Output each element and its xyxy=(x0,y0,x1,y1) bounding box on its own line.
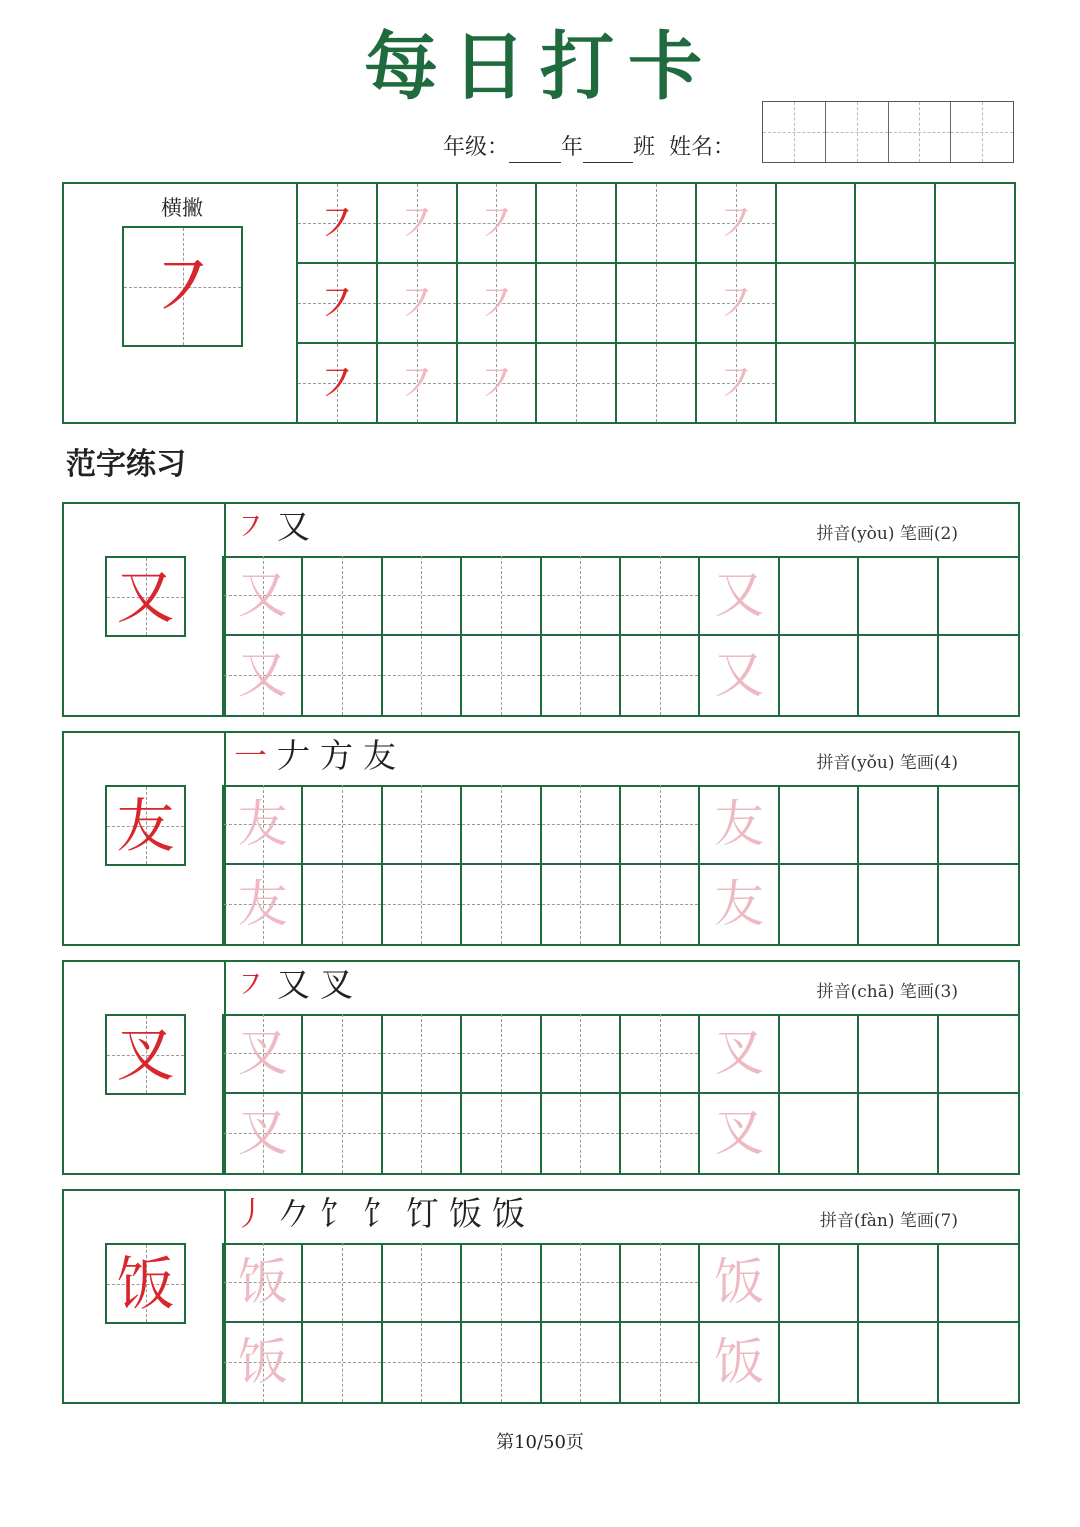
practice-cell[interactable] xyxy=(617,264,697,344)
practice-cell[interactable] xyxy=(378,184,458,264)
character-block xyxy=(62,731,1020,946)
stroke-order-step: 丿 xyxy=(234,1194,267,1233)
practice-cell[interactable] xyxy=(936,344,1016,424)
pinyin-label: 拼音(fàn) xyxy=(819,1211,895,1231)
stroke-order-step: 𠂊 xyxy=(277,1194,310,1233)
practice-cell[interactable] xyxy=(224,1323,303,1403)
practice-cell[interactable] xyxy=(542,1323,621,1403)
pinyin-label: 拼音(yǒu) xyxy=(816,753,895,773)
practice-cell[interactable] xyxy=(224,636,303,716)
model-character: 又 xyxy=(116,562,175,631)
practice-cell[interactable] xyxy=(383,1014,462,1094)
practice-cell[interactable] xyxy=(224,556,303,636)
page-title: 每日打卡 xyxy=(364,24,716,110)
practice-cell[interactable] xyxy=(939,636,1018,716)
trace-character: 饭 xyxy=(714,1252,765,1311)
practice-cell[interactable] xyxy=(777,184,857,264)
stroke-order xyxy=(234,965,353,1004)
model-character: 叉 xyxy=(116,1020,175,1089)
practice-cell[interactable] xyxy=(859,1094,938,1174)
practice-cell[interactable] xyxy=(303,785,382,865)
stroke-trace-glyph: ㇇ xyxy=(393,356,440,410)
practice-cell[interactable] xyxy=(936,184,1016,264)
stroke-trace-glyph: ㇇ xyxy=(712,196,759,250)
character-header xyxy=(224,1191,1018,1245)
stroke-model-box xyxy=(122,226,243,347)
character-practice-grid xyxy=(222,785,1018,944)
model-pane xyxy=(64,733,226,944)
stroke-trace-glyph: ㇇ xyxy=(393,196,440,250)
grade-label: 年级： xyxy=(443,135,510,160)
practice-cell[interactable] xyxy=(697,344,777,424)
practice-cell[interactable] xyxy=(617,184,697,264)
practice-cell[interactable] xyxy=(462,1014,541,1094)
character-header xyxy=(224,962,1018,1016)
trace-character: 友 xyxy=(714,794,765,853)
class-blank[interactable] xyxy=(583,142,633,163)
practice-cell[interactable] xyxy=(303,636,382,716)
trace-character: 叉 xyxy=(237,1023,288,1082)
model-character: 友 xyxy=(116,791,175,860)
practice-cell[interactable] xyxy=(697,184,777,264)
stroke-trace-glyph: ㇇ xyxy=(393,276,440,330)
practice-cell[interactable] xyxy=(303,1243,382,1323)
class-unit: 班 xyxy=(633,135,656,160)
practice-cell[interactable] xyxy=(462,556,541,636)
section-title: 范字练习 xyxy=(66,447,186,482)
practice-cell[interactable] xyxy=(859,636,938,716)
practice-cell[interactable] xyxy=(859,865,938,945)
name-label: 姓名： xyxy=(669,135,736,160)
trace-character: 友 xyxy=(237,794,288,853)
practice-cell[interactable] xyxy=(617,344,697,424)
stroke-count-label: 笔画(2) xyxy=(899,524,958,544)
practice-cell[interactable] xyxy=(378,264,458,344)
stroke-order xyxy=(234,1194,525,1233)
trace-character: 又 xyxy=(237,565,288,624)
practice-cell[interactable] xyxy=(700,1243,779,1323)
stroke-count-label: 笔画(3) xyxy=(899,982,958,1002)
model-character-box xyxy=(105,1014,186,1095)
practice-cell[interactable] xyxy=(383,1243,462,1323)
practice-cell[interactable] xyxy=(939,556,1018,636)
practice-cell[interactable] xyxy=(224,1014,303,1094)
practice-cell[interactable] xyxy=(780,556,859,636)
practice-cell[interactable] xyxy=(621,556,700,636)
practice-cell[interactable] xyxy=(859,1323,938,1403)
practice-cell[interactable] xyxy=(462,1323,541,1403)
stroke-order-step: 方 xyxy=(320,736,353,775)
practice-cell[interactable] xyxy=(537,344,617,424)
practice-cell[interactable] xyxy=(542,1094,621,1174)
practice-cell[interactable] xyxy=(780,1323,859,1403)
practice-cell[interactable] xyxy=(458,344,538,424)
character-practice-grid xyxy=(222,1014,1018,1173)
stroke-model-glyph: ㇇ xyxy=(313,276,360,330)
trace-character: 友 xyxy=(237,875,288,934)
character-block xyxy=(62,960,1020,1175)
practice-cell[interactable] xyxy=(462,636,541,716)
stroke-order-step: 一 xyxy=(234,736,267,775)
practice-cell[interactable] xyxy=(303,1094,382,1174)
practice-cell[interactable] xyxy=(378,344,458,424)
practice-cell[interactable] xyxy=(303,865,382,945)
practice-cell[interactable] xyxy=(383,636,462,716)
practice-cell[interactable] xyxy=(700,865,779,945)
character-practice-grid xyxy=(222,1243,1018,1402)
stroke-order-step: 饭 xyxy=(492,1194,525,1233)
practice-cell[interactable] xyxy=(777,344,857,424)
character-header xyxy=(224,504,1018,558)
stroke-model-glyph: ㇇ xyxy=(313,356,360,410)
practice-cell[interactable] xyxy=(462,1094,541,1174)
stroke-order-step: 叉 xyxy=(320,965,353,1004)
trace-character: 饭 xyxy=(237,1333,288,1392)
practice-cell[interactable] xyxy=(383,556,462,636)
practice-cell[interactable] xyxy=(298,344,378,424)
practice-cell[interactable] xyxy=(542,785,621,865)
practice-cell[interactable] xyxy=(697,264,777,344)
trace-character: 友 xyxy=(714,875,765,934)
trace-character: 饭 xyxy=(237,1252,288,1311)
practice-cell[interactable] xyxy=(537,264,617,344)
practice-cell[interactable] xyxy=(383,865,462,945)
stroke-order-step: 饣 xyxy=(320,1194,353,1233)
character-info xyxy=(816,748,958,773)
practice-cell[interactable] xyxy=(303,556,382,636)
practice-cell[interactable] xyxy=(700,1094,779,1174)
practice-cell[interactable] xyxy=(621,1323,700,1403)
model-character: 饭 xyxy=(116,1249,175,1318)
trace-character: 又 xyxy=(714,646,765,705)
practice-cell[interactable] xyxy=(542,636,621,716)
practice-cell[interactable] xyxy=(542,1243,621,1323)
practice-cell[interactable] xyxy=(224,1094,303,1174)
character-block xyxy=(62,1189,1020,1404)
practice-cell[interactable] xyxy=(462,1243,541,1323)
model-pane xyxy=(64,1191,226,1402)
practice-cell[interactable] xyxy=(462,785,541,865)
character-header xyxy=(224,733,1018,787)
trace-character: 叉 xyxy=(714,1104,765,1163)
practice-cell[interactable] xyxy=(939,865,1018,945)
practice-cell[interactable] xyxy=(458,264,538,344)
year-unit: 年 xyxy=(561,135,584,160)
practice-cell[interactable] xyxy=(859,1243,938,1323)
practice-cell[interactable] xyxy=(859,556,938,636)
practice-cell[interactable] xyxy=(303,1323,382,1403)
practice-cell[interactable] xyxy=(939,1094,1018,1174)
practice-cell[interactable] xyxy=(542,556,621,636)
practice-cell[interactable] xyxy=(780,1094,859,1174)
character-block xyxy=(62,502,1020,717)
practice-cell[interactable] xyxy=(700,556,779,636)
stroke-order xyxy=(234,507,310,546)
trace-character: 叉 xyxy=(714,1023,765,1082)
practice-cell[interactable] xyxy=(777,264,857,344)
stroke-order-step: 友 xyxy=(363,736,396,775)
stroke-order-step: 𠂇 xyxy=(277,736,310,775)
practice-cell[interactable] xyxy=(780,636,859,716)
practice-cell[interactable] xyxy=(939,1323,1018,1403)
practice-cell[interactable] xyxy=(856,184,936,264)
practice-cell[interactable] xyxy=(939,785,1018,865)
trace-character: 叉 xyxy=(237,1104,288,1163)
practice-cell[interactable] xyxy=(224,785,303,865)
pinyin-label: 拼音(chā) xyxy=(816,982,895,1002)
practice-cell[interactable] xyxy=(298,264,378,344)
model-pane xyxy=(64,504,226,715)
stroke-practice-grid xyxy=(296,182,1016,424)
practice-cell[interactable] xyxy=(224,865,303,945)
practice-cell[interactable] xyxy=(859,1014,938,1094)
practice-cell[interactable] xyxy=(780,865,859,945)
stroke-order-step: 饭 xyxy=(449,1194,482,1233)
stroke-model-glyph: ㇇ xyxy=(313,196,360,250)
practice-cell[interactable] xyxy=(936,264,1016,344)
grade-blank[interactable] xyxy=(509,142,561,163)
practice-cell[interactable] xyxy=(303,1014,382,1094)
practice-cell[interactable] xyxy=(939,1014,1018,1094)
practice-cell[interactable] xyxy=(383,785,462,865)
practice-cell[interactable] xyxy=(700,1323,779,1403)
stroke-trace-glyph: ㇇ xyxy=(712,356,759,410)
practice-cell[interactable] xyxy=(298,184,378,264)
stroke-trace-glyph: ㇇ xyxy=(473,276,520,330)
stroke-count-label: 笔画(4) xyxy=(899,753,958,773)
stroke-trace-glyph: ㇇ xyxy=(712,276,759,330)
practice-cell[interactable] xyxy=(939,1243,1018,1323)
practice-cell[interactable] xyxy=(856,264,936,344)
practice-cell[interactable] xyxy=(458,184,538,264)
stroke-order-step: ㇇ xyxy=(234,965,267,1004)
stroke-count-label: 笔画(7) xyxy=(899,1211,958,1231)
character-practice-grid xyxy=(222,556,1018,715)
trace-character: 又 xyxy=(237,646,288,705)
trace-character: 又 xyxy=(714,565,765,624)
pinyin-label: 拼音(yòu) xyxy=(816,524,895,544)
practice-cell[interactable] xyxy=(700,785,779,865)
stroke-trace-glyph: ㇇ xyxy=(473,196,520,250)
practice-cell[interactable] xyxy=(224,1243,303,1323)
practice-cell[interactable] xyxy=(780,1243,859,1323)
practice-cell[interactable] xyxy=(383,1323,462,1403)
practice-cell[interactable] xyxy=(621,1094,700,1174)
model-pane xyxy=(64,962,226,1173)
character-info xyxy=(817,977,958,1002)
practice-cell[interactable] xyxy=(542,1014,621,1094)
practice-cell[interactable] xyxy=(780,785,859,865)
practice-cell[interactable] xyxy=(700,636,779,716)
stroke-order-step: 又 xyxy=(277,507,310,546)
character-info xyxy=(816,519,958,544)
class-info-line xyxy=(443,133,735,163)
stroke-trace-glyph: ㇇ xyxy=(473,356,520,410)
stroke-name: 横撇 xyxy=(161,196,203,220)
practice-cell[interactable] xyxy=(700,1014,779,1094)
practice-cell[interactable] xyxy=(621,785,700,865)
practice-cell[interactable] xyxy=(621,1014,700,1094)
practice-cell[interactable] xyxy=(856,344,936,424)
page-number: 第10/50页 xyxy=(496,1432,584,1453)
stroke-order-step: 饣 xyxy=(363,1194,396,1233)
stroke-order-step: 又 xyxy=(277,965,310,1004)
model-character-box xyxy=(105,556,186,637)
model-character-box xyxy=(105,785,186,866)
name-field[interactable] xyxy=(762,101,1014,163)
stroke-order-step: 饤 xyxy=(406,1194,439,1233)
practice-cell[interactable] xyxy=(621,1243,700,1323)
practice-cell[interactable] xyxy=(537,184,617,264)
stroke-model-glyph: ㇇ xyxy=(142,239,223,333)
stroke-order xyxy=(234,736,396,775)
practice-cell[interactable] xyxy=(621,865,700,945)
stroke-order-step: ㇇ xyxy=(234,507,267,546)
practice-cell[interactable] xyxy=(780,1014,859,1094)
trace-character: 饭 xyxy=(714,1333,765,1392)
character-info xyxy=(820,1206,958,1231)
practice-cell[interactable] xyxy=(462,865,541,945)
model-character-box xyxy=(105,1243,186,1324)
practice-cell[interactable] xyxy=(859,785,938,865)
practice-cell[interactable] xyxy=(383,1094,462,1174)
practice-cell[interactable] xyxy=(542,865,621,945)
practice-cell[interactable] xyxy=(621,636,700,716)
